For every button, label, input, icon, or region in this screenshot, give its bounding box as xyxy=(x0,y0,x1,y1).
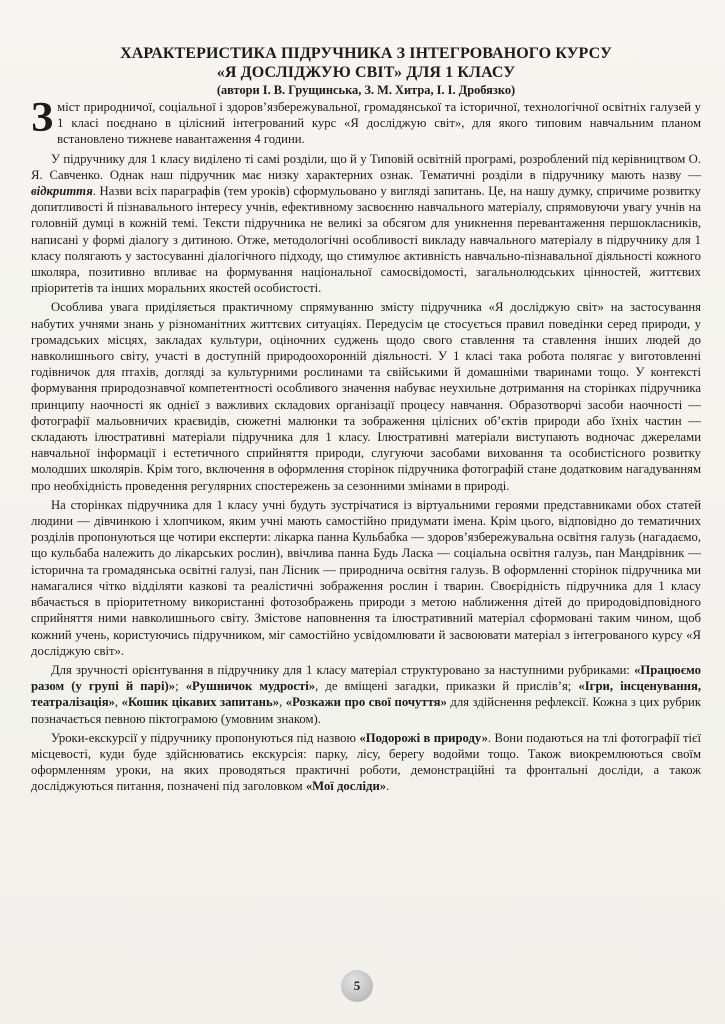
drop-cap: З xyxy=(31,95,54,141)
paragraph-practical-focus: Особлива увага приділяється практичному спрямуванню змісту підручника «Я досліджую світ» на застосування набутих учнями знань у різноманітних життєвих ситуаціях. Передусім це стосується правил поведінки серед природи, у громадських місцях, закладах культури, оціночних суджень щодо свого ставлення та ставлення інших людей до навколишнього світу, участі в доступній природоохоронній діяльності. У 1 класі така робота полягає у виготовленні годівничок для птахів, догляді за культурними рослинами та свійськими й домашніми тваринами тощо. У контексті формування природознавчої компетентності особливого значення набуває неухильне дотримання на сторінках підручника принципу наочності як однієї з важливих складових організації процесу навчання. Образотворчі засоби наочності — фотографії мальовничих краєвидів, сюжетні малюнки та зображення цілісних об’єктів природи або їхніх частин — складають ілюстративні матеріали підручника для 1 класу. Ілюстративні матеріали виступають водночас джерелами навчальної інформації і естетичного сприйняття природи, слугуючи засобами виховання та особистісного розвитку молодших школярів. Крім того, включення в оформлення сторінок підручника фотографій стане додатковим нагадуванням про необхідність проведення регулярних спостережень за сезонними змінами в природі. xyxy=(31,300,701,493)
article-body xyxy=(31,95,702,795)
title-line-1: ХАРАКТЕРИСТИКА ПІДРУЧНИКА З ІНТЕГРОВАНОГО КУРСУ xyxy=(120,45,612,62)
text-run: , xyxy=(114,695,122,710)
page-title xyxy=(31,44,701,82)
authors-line: (автори І. В. Грущинська, З. М. Хитра, І. І. Дробязко) xyxy=(216,83,516,97)
text-run: , xyxy=(279,695,286,710)
rubric-name: «Розкажи про свої почуття» xyxy=(285,695,447,710)
paragraph-intro xyxy=(31,95,701,148)
paragraph-rubrics xyxy=(31,662,701,727)
text-run: . Назви всіх параграфів (тем уроків) сформульовано у вигляді запитань. Це, на нашу думку, спричиме розвитку допитливості й пізнавального інтересу учнів, ефективному засвоєнню навчального матеріалу, спрямовуючи увагу учнів на головній думці в кожній темі. Тексти підручника не великі за обсягом для уникнення перевантаження першокласників, написані у формі діалогу з дитиною. Отже, методологічні особливості викладу навчального матеріалу в підручнику для 1 класу полягають у застосуванні діалогічного підходу, що стимулює активність навчально-пізнавальної діяльності кожного школяра, позитивно впливає на формування національної самосвідомості, загальнолюдських цінностей, життєвих пріоритетів та інших моральних якостей особистості. xyxy=(31,184,701,296)
text-run: , де вміщені загадки, приказки й прислів’я; xyxy=(315,679,579,694)
paragraph-virtual-heroes: На сторінках підручника для 1 класу учні будуть зустрічатися із віртуальними героями представниками обох статей людини — дівчинкою і хлопчиком, яким учні мають самостійно придумати імена. Крім цього, відповідно до тематичних розділів пропонуються ще чотири експерти: лікарка панна Кульбабка — здоров’язбережувальна освітня галузь (нагадаємо, що кульбаба належить до лікарських рослин), ввічлива панна Будь Ласка — соціальна освітня галузь, пан Мандрівник — історична та громадянська освітні галузі, пан Лісник — природнича освітня галузь. В оформленні сторінок підручника ми намагалися чітко відділяти казкові та реалістичні зображення рослин і тварин. Своєрідність підручника для 1 класу вбачається в пріоритетному використанні фотозображень природи з метою наближення дітей до природовідповідного сприйняття ними навколишнього світу. Змістове наповнення та ілюстративний матеріал сформовані таким чином, щоб кожний учень, користуючись підручником, міг самостійно усвідомлювати й засвоювати матеріал з інтегрованого курсу «Я досліджую світ». xyxy=(31,497,701,658)
rubric-name: «Рушничок мудрості» xyxy=(185,679,316,694)
text-run: . xyxy=(386,779,390,794)
text-run: для здійснення рефлексії. Кожна з цих рубрик позначається певною піктограмою (умовним знаком). xyxy=(31,695,701,726)
text-run: У підручнику для 1 класу виділено ті самі розділи, що й у Типовій освітній програмі, розроблений під керівництвом О. Я. Савченко. Однак наш підручник має низку характерних ознак. Тематичні розділи в підручнику мають назву — xyxy=(31,151,701,182)
emphasis-term: відкриття xyxy=(31,184,93,199)
text-run: Уроки-екскурсії у підручнику пропонуються під назвою xyxy=(51,730,360,745)
paragraph-excursions xyxy=(31,730,701,795)
rubric-name: «Кошик цікавих запитань» xyxy=(121,695,280,710)
paragraph-intro-text: міст природничої, соціальної і здоров’язбережувальної, громадянської та історичної, технологічної освітніх галузей у 1 класі поєднано в цілісний інтегрований курс «Я досліджую світ», для якого типовим навчальним планом встановлено тижневе навантаження 4 години. xyxy=(57,100,701,147)
page-number-badge: 5 xyxy=(341,970,373,1002)
rubric-name: «Подорожі в природу» xyxy=(359,730,488,745)
title-line-2: «Я ДОСЛІДЖУЮ СВІТ» ДЛЯ 1 КЛАСУ xyxy=(216,64,516,81)
text-run: Для зручності орієнтування в підручнику для 1 класу матеріал структуровано за наступними рубриками: xyxy=(51,662,635,677)
paragraph-textbook-features xyxy=(31,151,701,297)
page-content xyxy=(31,44,701,798)
text-run: . Вони подаються на тлі фотографії тієї місцевості, куди буде здійснюватись екскурсія: парку, лісу, берегу водойми тощо. Також виокремлюються своїм оформленням уроки, на яких проводяться практичні роботи, демонстраційні та фронтальні досліди, а також досліджуються питання, позначені під заголовком xyxy=(31,730,702,794)
rubric-name: «Мої досліди» xyxy=(305,779,387,794)
rubric-name: «Ігри, інсценування, театралізація» xyxy=(31,679,701,710)
rubric-name: «Працюємо разом (у групі й парі)» xyxy=(31,662,701,694)
text-run: ; xyxy=(175,679,186,694)
